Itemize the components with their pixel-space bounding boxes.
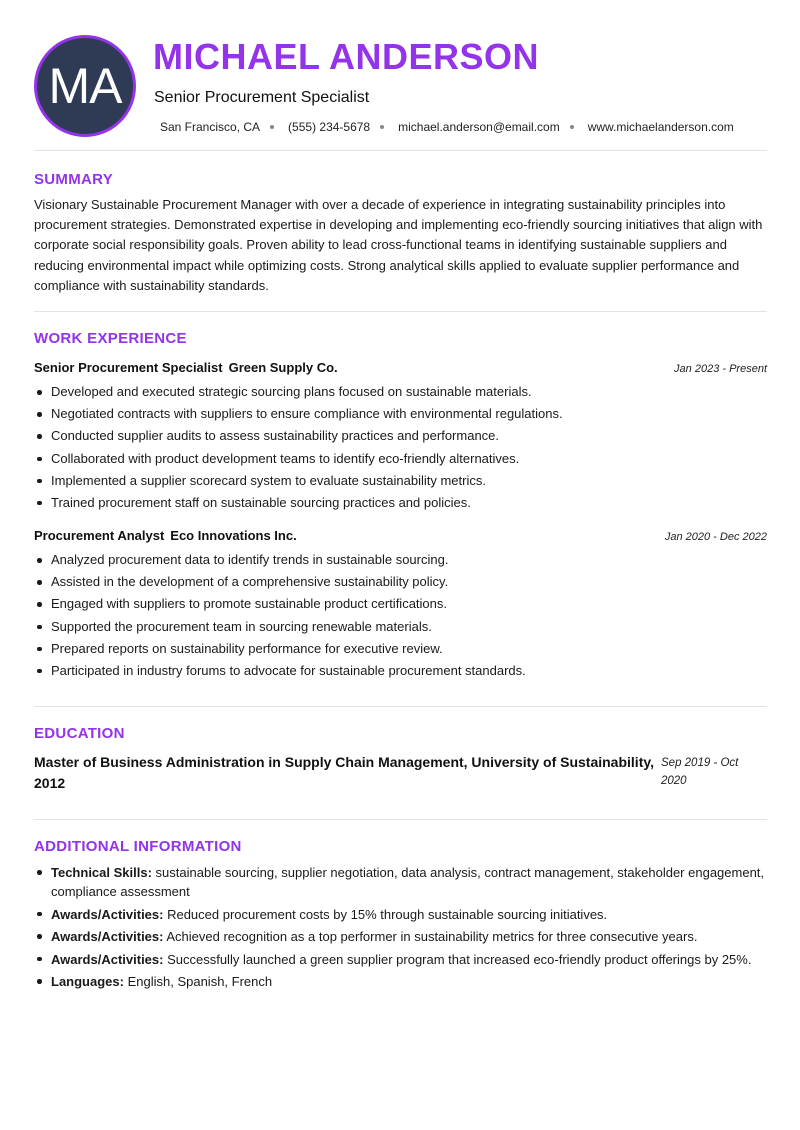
section-divider bbox=[34, 819, 767, 820]
section-divider bbox=[34, 706, 767, 707]
list-item: Developed and executed strategic sourcing plans focused on sustainable materials. bbox=[34, 383, 767, 405]
list-item: Supported the procurement team in sourcing renewable materials. bbox=[34, 618, 767, 640]
list-item: Conducted supplier audits to assess sustainability practices and performance. bbox=[34, 427, 767, 449]
candidate-title: Senior Procurement Specialist bbox=[154, 89, 370, 106]
list-item bbox=[34, 905, 767, 924]
separator-dot bbox=[380, 125, 384, 129]
education-dates: Sep 2019 - Oct 2020 bbox=[661, 757, 739, 787]
avatar-initials: MA bbox=[48, 58, 122, 114]
job-role: Senior Procurement Specialist bbox=[34, 360, 223, 375]
education-degree: Master of Business Administration in Supply Chain Management, University of Sustainability, 2012 bbox=[34, 754, 654, 791]
job-company: Eco Innovations Inc. bbox=[170, 528, 297, 543]
job-bullets bbox=[34, 551, 767, 684]
item-text: sustainable sourcing, supplier negotiation, data analysis, contract management, stakeholder engagement, compliance assessment bbox=[51, 865, 765, 899]
item-text: Achieved recognition as a top performer in sustainability metrics for three consecutive years. bbox=[163, 929, 698, 945]
list-item: Collaborated with product development teams to identify eco-friendly alternatives. bbox=[34, 450, 767, 472]
list-item: Analyzed procurement data to identify trends in sustainable sourcing. bbox=[34, 551, 767, 573]
additional-list bbox=[34, 863, 767, 995]
job-dates: Jan 2023 - Present bbox=[674, 363, 767, 375]
list-item: Trained procurement staff on sustainable sourcing practices and policies. bbox=[34, 494, 767, 516]
list-item: Negotiated contracts with suppliers to ensure compliance with environmental regulations. bbox=[34, 405, 767, 427]
item-text: Reduced procurement costs by 15% through sustainable sourcing initiatives. bbox=[163, 906, 608, 922]
list-item: Engaged with suppliers to promote sustainable product certifications. bbox=[34, 595, 767, 617]
item-label: Awards/Activities: bbox=[51, 951, 164, 967]
job-title-line bbox=[34, 359, 338, 377]
job-title-line bbox=[34, 527, 297, 545]
list-item bbox=[34, 863, 767, 901]
list-item: Assisted in the development of a comprehensive sustainability policy. bbox=[34, 573, 767, 595]
experience-heading: WORK EXPERIENCE bbox=[34, 330, 187, 347]
summary-heading: SUMMARY bbox=[34, 171, 114, 188]
list-item bbox=[34, 972, 767, 991]
separator-dot bbox=[570, 125, 574, 129]
separator-dot bbox=[270, 125, 274, 129]
list-item: Implemented a supplier scorecard system to evaluate sustainability metrics. bbox=[34, 472, 767, 494]
contact-email[interactable]: michael.anderson@email.com bbox=[398, 120, 560, 134]
job-header bbox=[34, 527, 767, 545]
section-divider bbox=[34, 311, 767, 312]
job-role: Procurement Analyst bbox=[34, 528, 165, 543]
contact-location: San Francisco, CA bbox=[160, 120, 261, 134]
list-item: Prepared reports on sustainability performance for executive review. bbox=[34, 640, 767, 662]
job-bullets bbox=[34, 383, 767, 516]
item-label: Awards/Activities: bbox=[51, 906, 164, 922]
job-dates: Jan 2020 - Dec 2022 bbox=[664, 531, 767, 543]
item-text: English, Spanish, French bbox=[123, 974, 273, 990]
candidate-name: MICHAEL ANDERSON bbox=[153, 36, 540, 77]
contact-website[interactable]: www.michaelanderson.com bbox=[587, 120, 734, 134]
contact-bar bbox=[160, 120, 734, 134]
item-label: Technical Skills: bbox=[51, 865, 152, 880]
job-header bbox=[34, 359, 767, 377]
section-divider bbox=[34, 150, 767, 151]
avatar bbox=[34, 35, 136, 137]
item-label: Languages: bbox=[51, 974, 124, 990]
education-heading: EDUCATION bbox=[34, 725, 125, 742]
item-text: Successfully launched a green supplier program that increased eco-friendly product offerings by 25%. bbox=[163, 951, 752, 967]
summary-text: Visionary Sustainable Procurement Manager with over a decade of experience in integrating sustainability principles into procurement strategies. Demonstrated expertise in developing and implementing eco-friendly sourcing initiatives that align with corporate social responsibility goals. Proven ability to lead cross-functional teams in identifying sustainable suppliers and reducing environmental impact while optimizing costs. Strong analytical skills applied to evaluate supplier performance and compliance with sustainability standards. bbox=[34, 197, 763, 293]
contact-phone: (555) 234-5678 bbox=[288, 120, 371, 134]
list-item bbox=[34, 950, 767, 969]
list-item: Participated in industry forums to advocate for sustainable procurement standards. bbox=[34, 662, 767, 684]
item-label: Awards/Activities: bbox=[51, 929, 164, 945]
list-item bbox=[34, 927, 767, 946]
additional-heading: ADDITIONAL INFORMATION bbox=[34, 838, 242, 855]
job-company: Green Supply Co. bbox=[228, 360, 338, 375]
